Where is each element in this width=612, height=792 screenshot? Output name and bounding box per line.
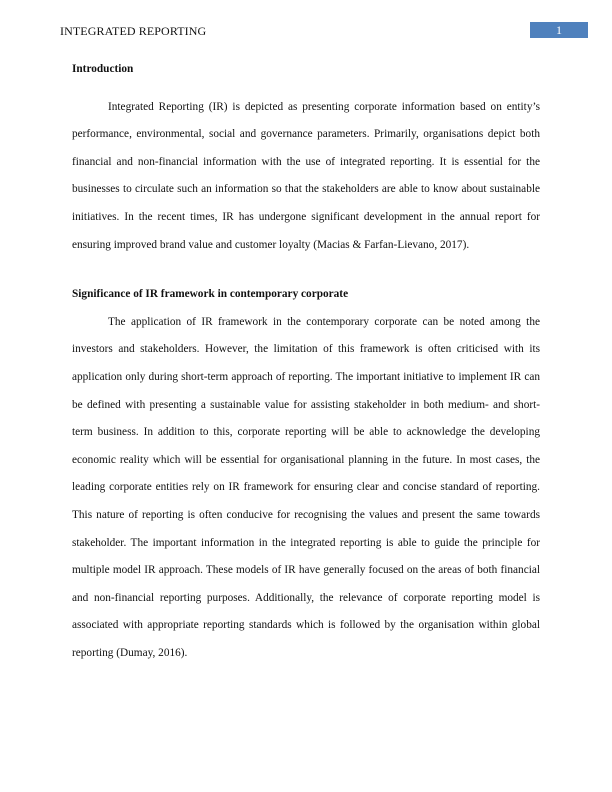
spacer	[72, 84, 540, 94]
running-head: INTEGRATED REPORTING	[60, 24, 207, 38]
spacer	[72, 259, 540, 281]
page-number: 1	[530, 22, 588, 38]
paragraph-significance: The application of IR framework in the contemporary corporate can be noted among the investors and stakeholders. However, the limitation of this framework is often criticised with its application only during short-term approach of reporting. The important initiative to implement IR can be defined with presenting a sustainable value for assisting stakeholder in both medium- and short-term business. In addition to this, corporate reporting will be able to acknowledge the developing economic reality which will be essential for organisational planning in the future. In most cases, the leading corporate entities rely on IR framework for ensuring clear and concise standard of reporting. This nature of reporting is often conducive for recognising the values and present the same towards stakeholder. The important information in the integrated reporting is able to guide the principle for multiple model IR approach. These models of IR have generally focused on the areas of both financial and non-financial reporting purposes. Additionally, the relevance of corporate reporting model is associated with appropriate reporting standards which is followed by the organisation within global reporting (Dumay, 2016).	[72, 315, 540, 659]
document-body	[72, 56, 540, 667]
paragraph-introduction: Integrated Reporting (IR) is depicted as presenting corporate information based on entity’s performance, environmental, social and governance parameters. Primarily, organisations depict both financial and non-financial information with the use of integrated reporting. It is essential for the businesses to circulate such an information so that the stakeholders are able to know about sustainable initiatives. In the recent times, IR has undergone significant development in the annual report for ensuring improved brand value and customer loyalty (Macias & Farfan-Lievano, 2017).	[72, 100, 540, 251]
section-heading-significance: Significance of IR framework in contemporary corporate	[72, 288, 349, 301]
section-heading-introduction: Introduction	[72, 63, 134, 75]
